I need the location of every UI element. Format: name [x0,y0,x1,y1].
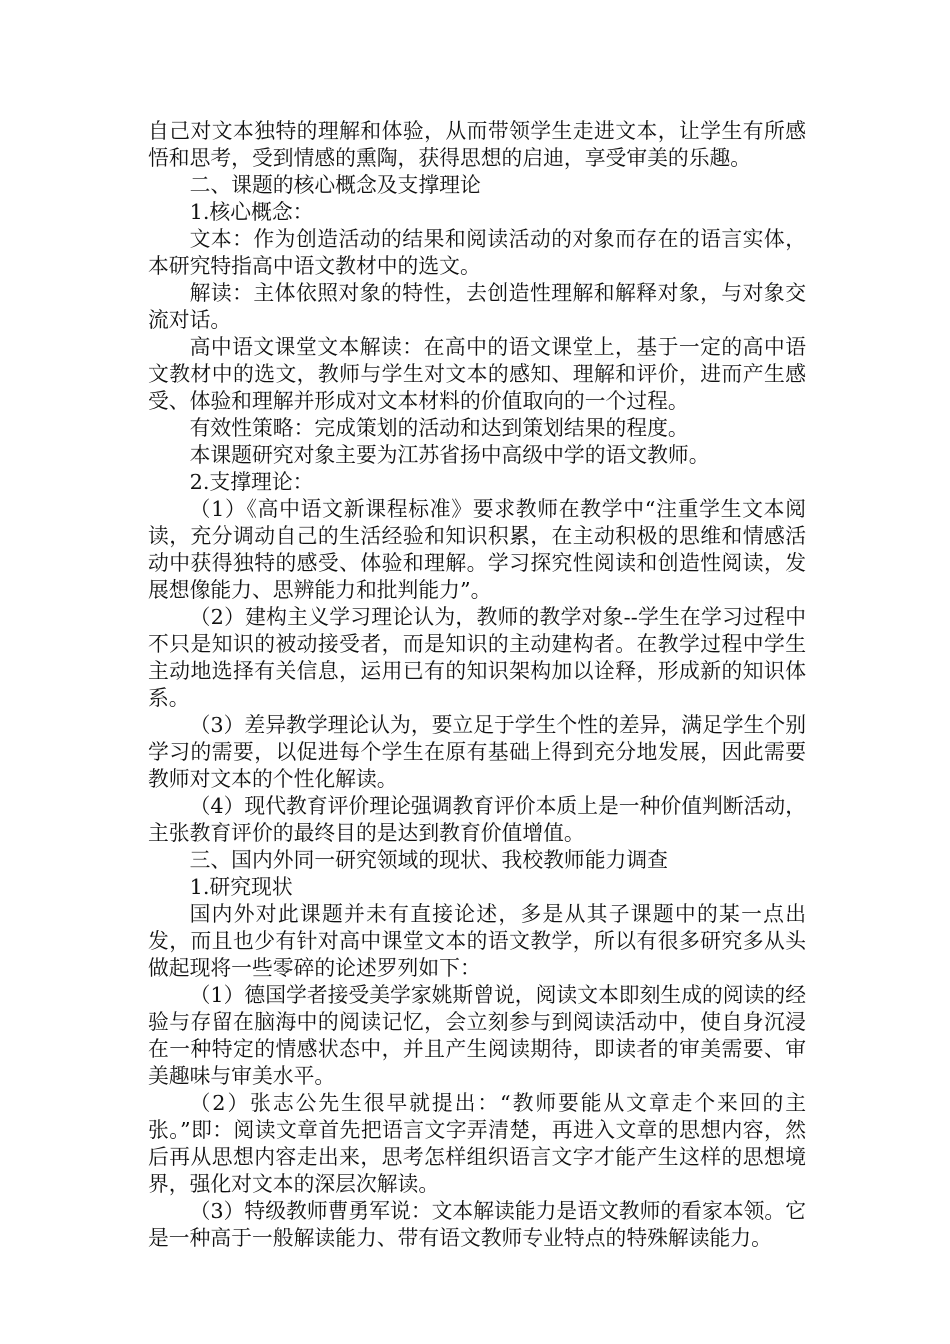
subheading-core-concepts: 1.核心概念： [189,200,314,224]
research-subject: 本课题研究对象主要为江苏省扬中高级中学的语文教师。 [189,443,710,467]
subheading-research-status: 1.研究现状 [189,875,293,899]
document-page [148,118,806,1250]
subheading-supporting-theory: 2.支撑理论： [189,470,314,494]
theory-1: （1）《高中语文新课程标准》要求教师在教学中“注重学生文本阅读，充分调动自己的生活经验和知识积累，在主动积极的思维和情感活动中获得独特的感受、体验和理解。学习探究性阅读和创造性阅读，发展想像能力、思辨能力和批判能力”。 [148,497,806,602]
definition-text: 文本：作为创造活动的结果和阅读活动的对象而存在的语言实体，本研究特指高中语文教材中的选文。 [148,227,806,278]
theory-2: （2）建构主义学习理论认为，教师的教学对象--学生在学习过程中不只是知识的被动接受者，而是知识的主动建构者。在教学过程中学生主动地选择有关信息，运用已有的知识架构加以诠释，形成新的知识体系。 [148,605,806,710]
paragraph-1: 自己对文本独特的理解和体验，从而带领学生走进文本，让学生有所感悟和思考，受到情感的熏陶，获得思想的启迪，享受审美的乐趣。 [148,119,806,170]
theory-4: （4）现代教育评价理论强调教育评价本质上是一种价值判断活动，主张教育评价的最终目的是达到教育价值增值。 [148,794,806,845]
research-item-1: （1）德国学者接受美学家姚斯曾说，阅读文本即刻生成的阅读的经验与存留在脑海中的阅读记忆，会立刻参与到阅读活动中，使自身沉浸在一种特定的情感状态中，并且产生阅读期待，即读者的审美需要、审美趣味与审美水平。 [148,983,806,1088]
definition-effective-strategy: 有效性策略：完成策划的活动和达到策划结果的程度。 [189,416,689,440]
research-item-3: （3）特级教师曹勇军说：文本解读能力是语文教师的看家本领。它是一种高于一般解读能力、带有语文教师专业特点的特殊解读能力。 [148,1199,806,1250]
research-item-2: （2）张志公先生很早就提出：“教师要能从文章走个来回的主张。”即：阅读文章首先把语言文字弄清楚，再进入文章的思想内容，然后再从思想内容走出来，思考怎样组织语言文字才能产生这样的思想境界，强化对文本的深层次解读。 [148,1091,806,1196]
definition-interpretation: 解读：主体依照对象的特性，去创造性理解和解释对象，与对象交流对话。 [148,281,806,332]
theory-3: （3）差异教学理论认为，要立足于学生个性的差异，满足学生个别学习的需要，以促进每个学生在原有基础上得到充分地发展，因此需要教师对文本的个性化解读。 [148,713,806,791]
research-status-intro: 国内外对此课题并未有直接论述，多是从其子课题中的某一点出发，而且也少有针对高中课堂文本的语文教学，所以有很多研究多从头做起现将一些零碎的论述罗列如下： [148,902,806,980]
definition-classroom-interpretation: 高中语文课堂文本解读：在高中的语文课堂上，基于一定的高中语文教材中的选文，教师与学生对文本的感知、理解和评价，进而产生感受、体验和理解并形成对文本材料的价值取向的一个过程。 [148,335,806,413]
section-heading-3: 三、国内外同一研究领域的现状、我校教师能力调查 [189,848,668,872]
section-heading-2: 二、课题的核心概念及支撑理论 [189,173,481,197]
